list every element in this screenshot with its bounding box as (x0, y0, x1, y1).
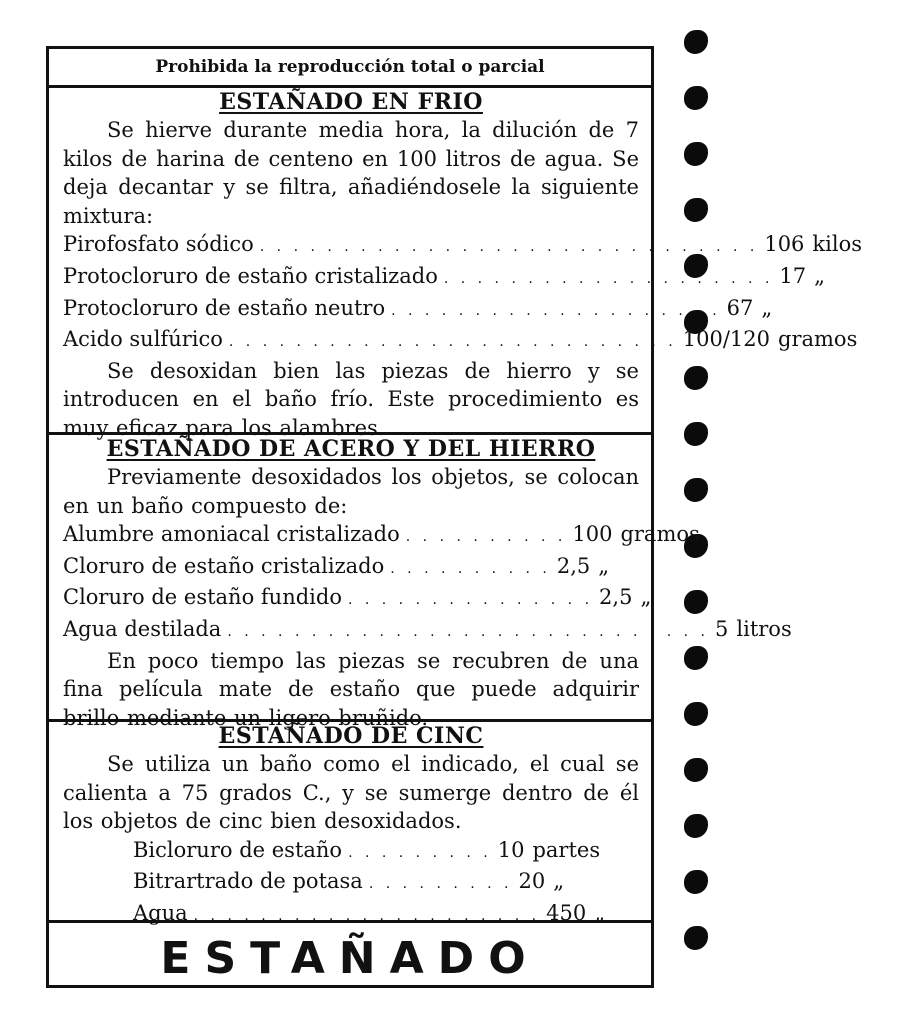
ingredient-qty: 17 (779, 263, 807, 288)
ingredient-name: Alumbre amoniacal cristalizado (63, 522, 400, 547)
ingredient-row (63, 262, 826, 294)
leader-dots: . . . . . . . . . . (405, 529, 567, 546)
leader-dots: . . . . . . . . . . . . . . . . . . . . . (193, 907, 541, 924)
ingredient-name: Bitrartrado de potasa (133, 869, 363, 894)
leader-dots: . . . . . . . . . . . . . . . . . . . . . . . . . . . . . . (259, 239, 759, 256)
ingredient-row (63, 899, 639, 931)
ingredient-row (63, 230, 862, 262)
ingredient-qty: 100 (572, 522, 613, 547)
binding-hole (684, 198, 708, 222)
binding-hole (684, 142, 708, 166)
ingredient-row (63, 836, 639, 868)
binding-hole (684, 646, 708, 670)
ingredient-row (63, 325, 858, 357)
ingredient-unit: gramos (778, 327, 858, 352)
ingredient-row (63, 520, 700, 552)
ingredient-unit: „ (640, 585, 652, 610)
leader-dots: . . . . . . . . . (368, 876, 513, 893)
leader-dots: . . . . . . . . . . . . . . . . . . . . (443, 270, 774, 287)
ingredient-row (63, 867, 639, 899)
ingredient-unit: partes (532, 837, 601, 862)
binding-hole (684, 478, 708, 502)
section-intro: Se hierve durante media hora, la dilución de 7 kilos de harina de centeno en 100 litros de agua. Se deja decantar y se filtra, añadiéndosele la siguiente mixtura: (63, 118, 639, 228)
ingredient-unit: „ (598, 553, 610, 578)
leader-dots: . . . . . . . . . . . . . . . . . . . . (391, 302, 721, 319)
ingredient-row (63, 294, 773, 326)
section-intro: Se utiliza un baño como el indicado, el cual se calienta a 75 grados C., y se sumerge dentro de él los objetos de cinc bien desoxidados. (63, 752, 639, 834)
ingredient-row (63, 552, 639, 584)
ingredient-unit: kilos (812, 232, 862, 257)
ingredient-qty: 67 (726, 295, 754, 320)
spiral-binding (680, 20, 710, 1000)
ingredient-row (63, 583, 652, 615)
ingredient-unit: „ (553, 869, 565, 894)
copyright-banner: Prohibida la reproducción total o parcial (155, 57, 545, 77)
leader-dots: . . . . . . . . . . . . . . . . . . . . . . . . . . . (228, 334, 677, 351)
ingredient-unit: „ (814, 263, 826, 288)
ingredient-unit: „ (594, 900, 606, 925)
ingredient-qty: 5 (715, 616, 729, 641)
section-title: ESTAÑADO EN FRIO (219, 89, 483, 115)
ingredient-qty: 2,5 (556, 553, 591, 578)
section-estanado-en-frio (49, 88, 862, 440)
binding-hole (684, 814, 708, 838)
binding-hole (684, 366, 708, 390)
ingredient-qty: 20 (518, 869, 546, 894)
binding-hole (684, 702, 708, 726)
section-title: ESTAÑADO DE CINC (218, 723, 484, 749)
ingredient-row (63, 615, 792, 647)
ingredient-name: Bicloruro de estaño (133, 837, 343, 862)
ingredient-name: Pirofosfato sódico (63, 232, 254, 257)
footer-title: ESTAÑADO (160, 932, 540, 984)
section-estanado-de-cinc (49, 722, 651, 925)
binding-hole (684, 870, 708, 894)
binding-hole (684, 758, 708, 782)
binding-hole (684, 86, 708, 110)
section-estanado-acero-hierro (49, 435, 792, 730)
ingredient-unit: litros (736, 616, 792, 641)
leader-dots: . . . . . . . . . . . . . . . (347, 592, 594, 609)
ingredient-name: Protocloruro de estaño cristalizado (63, 263, 438, 288)
leader-dots: . . . . . . . . . (348, 844, 492, 861)
leader-dots: . . . . . . . . . . (390, 560, 551, 577)
ingredient-qty: 106 (764, 232, 805, 257)
leader-dots: . . . . . . . . . . . . . . . . . . . . . . . . . . . . . (227, 623, 710, 640)
recipe-card (46, 46, 862, 988)
ingredient-name: Agua destilada (63, 616, 222, 641)
ingredient-name: Protocloruro de estaño neutro (63, 295, 386, 320)
section-outro: Se desoxidan bien las piezas de hierro y se introducen en el baño frío. Este procedimiento es muy eficaz para los alambres. (63, 358, 639, 440)
section-intro: Previamente desoxidados los objetos, se colocan en un baño compuesto de: (63, 465, 639, 518)
section-title: ESTAÑADO DE ACERO Y DEL HIERRO (106, 436, 596, 462)
ingredient-unit: „ (761, 295, 773, 320)
binding-hole (684, 30, 708, 54)
ingredient-name: Agua (133, 900, 188, 925)
binding-hole (684, 422, 708, 446)
ingredient-name: Cloruro de estaño cristalizado (63, 553, 385, 578)
ingredient-qty: 2,5 (599, 585, 633, 610)
ingredient-unit: gramos (620, 522, 700, 547)
ingredient-qty: 10 (497, 837, 525, 862)
ingredient-name: Acido sulfúrico (63, 327, 223, 352)
ingredient-name: Cloruro de estaño fundido (63, 585, 342, 610)
ingredient-qty: 450 (546, 900, 587, 925)
section-outro: En poco tiempo las piezas se recubren de una fina película mate de estaño que puede adquirir brillo mediante un ligero bruñido. (63, 648, 639, 730)
binding-hole (684, 926, 708, 950)
ingredient-qty: 100/120 (682, 327, 771, 352)
